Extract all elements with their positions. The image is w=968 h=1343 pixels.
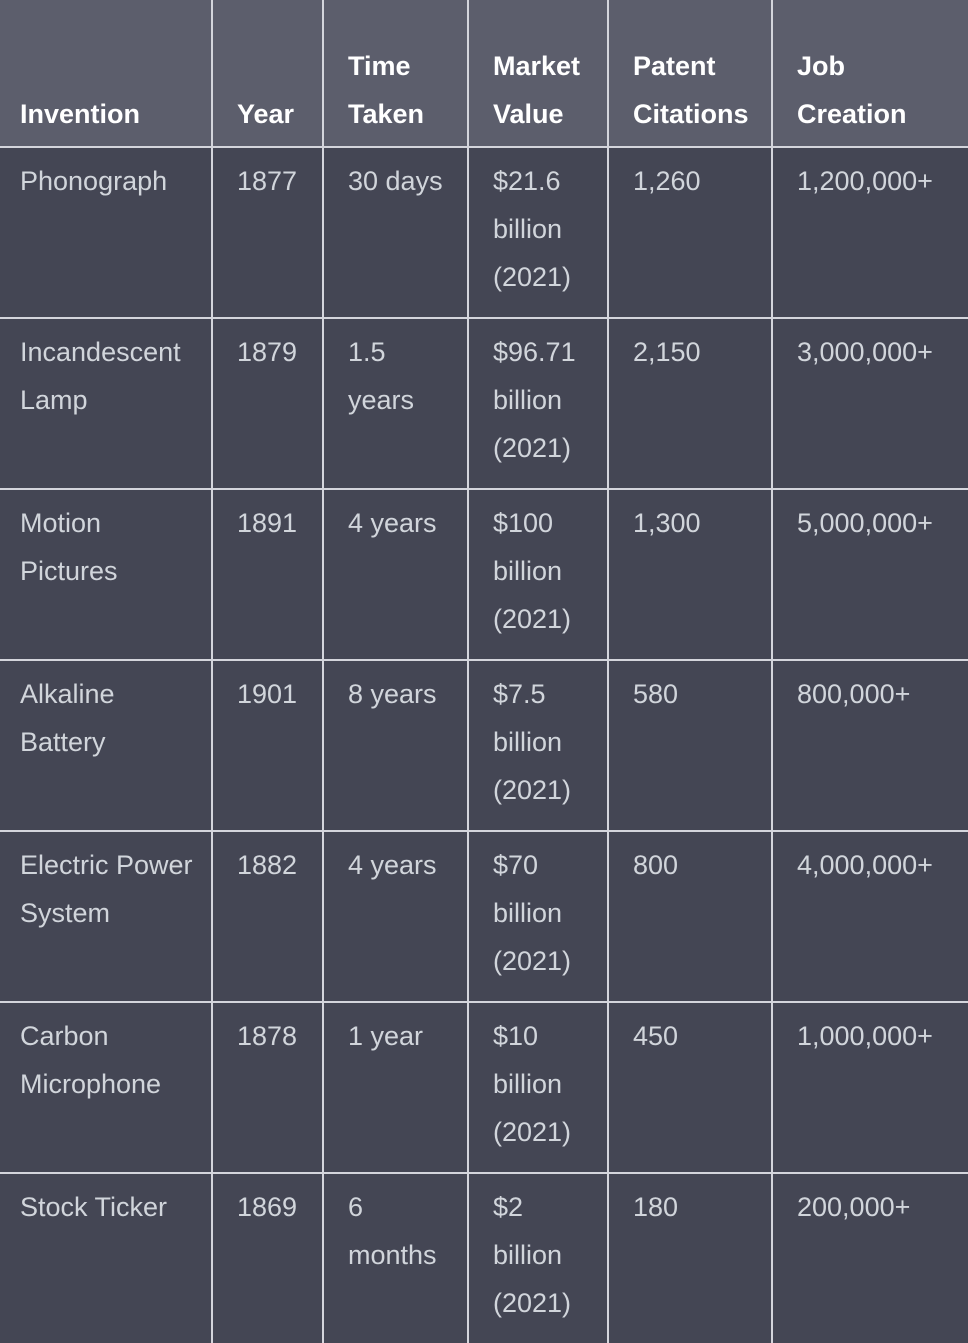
table-row xyxy=(0,831,968,1002)
cell-invention: Phonograph xyxy=(0,147,212,318)
cell-market-value: $96.71 billion (2021) xyxy=(468,318,608,489)
table-row xyxy=(0,1002,968,1173)
cell-time-taken: 30 days xyxy=(323,147,468,318)
header-market-value: Market Value xyxy=(468,0,608,147)
cell-year: 1901 xyxy=(212,660,323,831)
cell-market-value: $100 billion (2021) xyxy=(468,489,608,660)
cell-invention: Electric Power System xyxy=(0,831,212,1002)
table-row xyxy=(0,660,968,831)
table-row xyxy=(0,489,968,660)
header-time-taken: Time Taken xyxy=(323,0,468,147)
cell-patent-citations: 580 xyxy=(608,660,772,831)
cell-market-value: $2 billion (2021) xyxy=(468,1173,608,1343)
table-header xyxy=(0,0,968,147)
cell-year: 1878 xyxy=(212,1002,323,1173)
cell-time-taken: 8 years xyxy=(323,660,468,831)
cell-invention: Incandescent Lamp xyxy=(0,318,212,489)
cell-time-taken: 6 months xyxy=(323,1173,468,1343)
cell-job-creation: 1,200,000+ xyxy=(772,147,968,318)
cell-invention: Carbon Microphone xyxy=(0,1002,212,1173)
header-year: Year xyxy=(212,0,323,147)
cell-job-creation: 4,000,000+ xyxy=(772,831,968,1002)
cell-market-value: $10 billion (2021) xyxy=(468,1002,608,1173)
cell-time-taken: 4 years xyxy=(323,831,468,1002)
cell-time-taken: 1.5 years xyxy=(323,318,468,489)
table-row xyxy=(0,318,968,489)
table-body xyxy=(0,147,968,1343)
cell-market-value: $70 billion (2021) xyxy=(468,831,608,1002)
cell-job-creation: 5,000,000+ xyxy=(772,489,968,660)
table-row xyxy=(0,147,968,318)
header-invention: Invention xyxy=(0,0,212,147)
cell-patent-citations: 800 xyxy=(608,831,772,1002)
cell-job-creation: 3,000,000+ xyxy=(772,318,968,489)
cell-patent-citations: 450 xyxy=(608,1002,772,1173)
cell-invention: Stock Ticker xyxy=(0,1173,212,1343)
cell-market-value: $21.6 billion (2021) xyxy=(468,147,608,318)
cell-year: 1879 xyxy=(212,318,323,489)
cell-invention: Motion Pictures xyxy=(0,489,212,660)
header-patent-citations: Patent Citations xyxy=(608,0,772,147)
cell-year: 1882 xyxy=(212,831,323,1002)
cell-time-taken: 4 years xyxy=(323,489,468,660)
table-row xyxy=(0,1173,968,1343)
header-row xyxy=(0,0,968,147)
cell-time-taken: 1 year xyxy=(323,1002,468,1173)
cell-invention: Alkaline Battery xyxy=(0,660,212,831)
cell-year: 1891 xyxy=(212,489,323,660)
header-job-creation: Job Creation xyxy=(772,0,968,147)
cell-year: 1877 xyxy=(212,147,323,318)
cell-market-value: $7.5 billion (2021) xyxy=(468,660,608,831)
cell-patent-citations: 1,260 xyxy=(608,147,772,318)
cell-job-creation: 1,000,000+ xyxy=(772,1002,968,1173)
cell-patent-citations: 2,150 xyxy=(608,318,772,489)
cell-year: 1869 xyxy=(212,1173,323,1343)
cell-job-creation: 800,000+ xyxy=(772,660,968,831)
cell-patent-citations: 180 xyxy=(608,1173,772,1343)
cell-patent-citations: 1,300 xyxy=(608,489,772,660)
cell-job-creation: 200,000+ xyxy=(772,1173,968,1343)
